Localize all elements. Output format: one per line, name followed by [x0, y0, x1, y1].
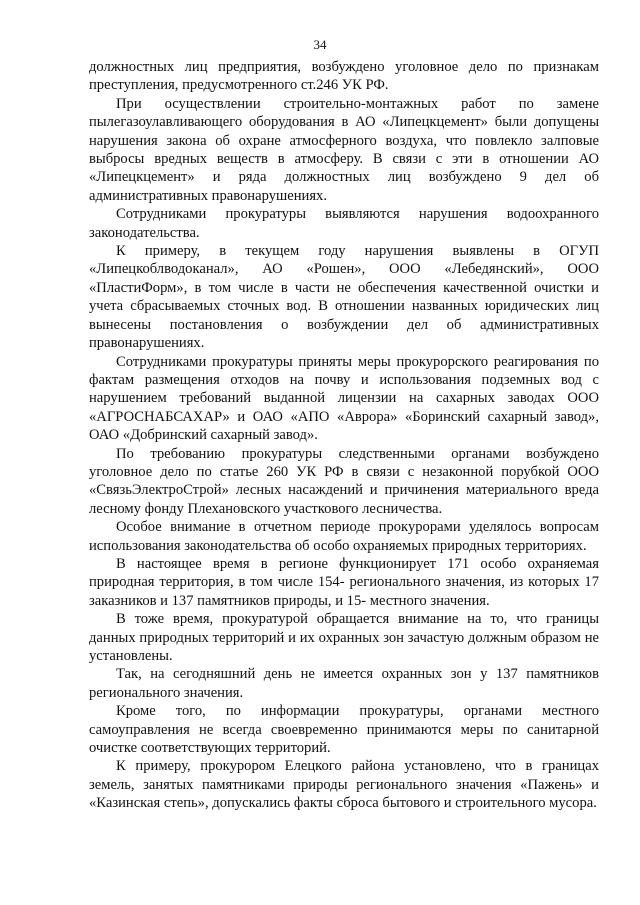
page-number: 34 — [313, 37, 327, 52]
paragraph-1: должностных лиц предприятия, возбуждено уголовное дело по признакам преступления, предусмотренного ст.246 УК РФ. — [89, 59, 599, 94]
paragraph-3: Сотрудниками прокуратуры выявляются нарушения водоохранного законодательства. — [89, 206, 599, 241]
paragraph-2: При осуществлении строительно-монтажных работ по замене пылегазоулавливающего оборудования в АО «Липецкцемент» были допущены нарушения закона об охране атмосферного воздуха, что повлекло залповые выбросы вредных веществ в атмосферу. В связи с эти в отношении АО «Липецкцемент» и ряда должностных лиц возбуждено 9 дел об административных правонарушениях. — [89, 95, 599, 204]
paragraph-12: К примеру, прокурором Елецкого района установлено, что в границах земель, занятых памятниками природы регионального значения «Пажень» и «Казинская степь», допускались факты сброса бытового и строительного мусора. — [89, 758, 599, 812]
paragraph-4: К примеру, в текущем году нарушения выявлены в ОГУП «Липецкоблводоканал», АО «Рошен», ООО «Лебедянский», ООО «ПластиФорм», в том числе в части не обеспечения качественной очистки и учета сбрасываемых сточных вод. В отношении названных юридических лиц вынесены постановления о возбуждении дел об административных правонарушениях. — [89, 243, 599, 352]
paragraph-10: Так, на сегодняшний день не имеется охранных зон у 137 памятников регионального значения. — [89, 666, 599, 701]
paragraph-5: Сотрудниками прокуратуры приняты меры прокурорского реагирования по фактам размещения отходов на почву и использования подземных вод с нарушением требований выданной лицензии на сахарных заводах ООО «АГРОСНАБСАХАР» и ОАО «АПО «Аврора» «Боринский сахарный завод», ОАО «Добринский сахарный завод». — [89, 353, 599, 444]
paragraph-11: Кроме того, по информации прокуратуры, органами местного самоуправления не всегда своевременно принимаются меры по санитарной очистке соответствующих территорий. — [89, 703, 599, 757]
paragraph-9: В тоже время, прокуратурой обращается внимание на то, что границы данных природных территорий и их охранных зон зачастую должным образом не установлены. — [89, 611, 599, 664]
document-body — [89, 58, 599, 813]
paragraph-7: Особое внимание в отчетном периоде прокурорами уделялось вопросам использования законодательства об особо охраняемых природных территориях. — [89, 519, 599, 554]
paragraph-8: В настоящее время в регионе функционирует 171 особо охраняемая природная территория, в том числе 154- регионального значения, из которых 17 заказников и 137 памятников природы, и 15- местного значения. — [89, 555, 599, 609]
paragraph-6: По требованию прокуратуры следственными органами возбуждено уголовное дело по статье 260 УК РФ в связи с незаконной порубкой ООО «СвязьЭлектроСтрой» лесных насаждений и причинения материального вреда лесному фонду Плехановского участкового лесничества. — [89, 445, 599, 517]
